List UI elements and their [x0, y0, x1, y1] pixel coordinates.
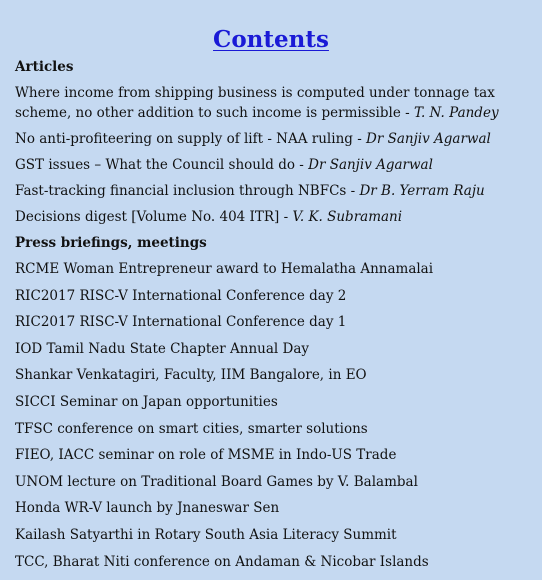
article-item[interactable]	[15, 207, 535, 227]
press-item[interactable]: RIC2017 RISC-V International Conference day 1	[15, 314, 347, 331]
article-title[interactable]: No anti-profiteering on supply of lift - NAA ruling -	[15, 131, 367, 147]
article-author: Dr Sanjiv Agarwal	[366, 131, 491, 147]
press-item[interactable]: Honda WR-V launch by Jnaneswar Sen	[15, 500, 280, 517]
press-item[interactable]: RCME Woman Entrepreneur award to Hemalatha Annamalai	[15, 261, 434, 277]
article-title[interactable]: Where income from shipping business is computed under tonnage tax scheme, no other addition to such income is permissible -	[15, 85, 495, 121]
article-author: Dr Sanjiv Agarwal	[308, 157, 433, 173]
press-item[interactable]: Kailash Satyarthi in Rotary South Asia Literacy Summit	[15, 526, 397, 543]
article-author: T. N. Pandey	[413, 105, 499, 121]
press-item[interactable]: TFSC conference on smart cities, smarter solutions	[15, 420, 368, 437]
contents-list	[15, 58, 535, 572]
press-item[interactable]: Shankar Venkatagiri, Faculty, IIM Bangalore, in EO	[15, 367, 367, 384]
press-item[interactable]: FIEO, IACC seminar on role of MSME in Indo-US Trade	[15, 447, 397, 464]
article-item[interactable]	[15, 129, 535, 149]
contents-title-link[interactable]: Contents	[213, 26, 329, 53]
article-item[interactable]	[15, 155, 535, 175]
article-title[interactable]: Decisions digest [Volume No. 404 ITR] -	[15, 209, 293, 225]
article-author: V. K. Subramani	[292, 209, 403, 225]
press-heading: Press briefings, meetings	[15, 235, 207, 251]
press-item[interactable]: TCC, Bharat Niti conference on Andaman & Nicobar Islands	[15, 553, 429, 570]
article-title[interactable]: GST issues – What the Council should do -	[15, 157, 309, 173]
article-item[interactable]	[15, 83, 535, 123]
articles-heading: Articles	[15, 59, 74, 75]
press-item[interactable]: IOD Tamil Nadu State Chapter Annual Day	[15, 340, 310, 357]
press-item[interactable]: SICCI Seminar on Japan opportunities	[15, 393, 278, 410]
article-author: Dr B. Yerram Raju	[359, 183, 485, 199]
article-item[interactable]	[15, 181, 535, 201]
page-title	[0, 24, 542, 56]
press-item[interactable]: RIC2017 RISC-V International Conference day 2	[15, 287, 347, 304]
press-item[interactable]: UNOM lecture on Traditional Board Games by V. Balambal	[15, 473, 418, 490]
article-title[interactable]: Fast-tracking financial inclusion through NBFCs -	[15, 183, 360, 199]
